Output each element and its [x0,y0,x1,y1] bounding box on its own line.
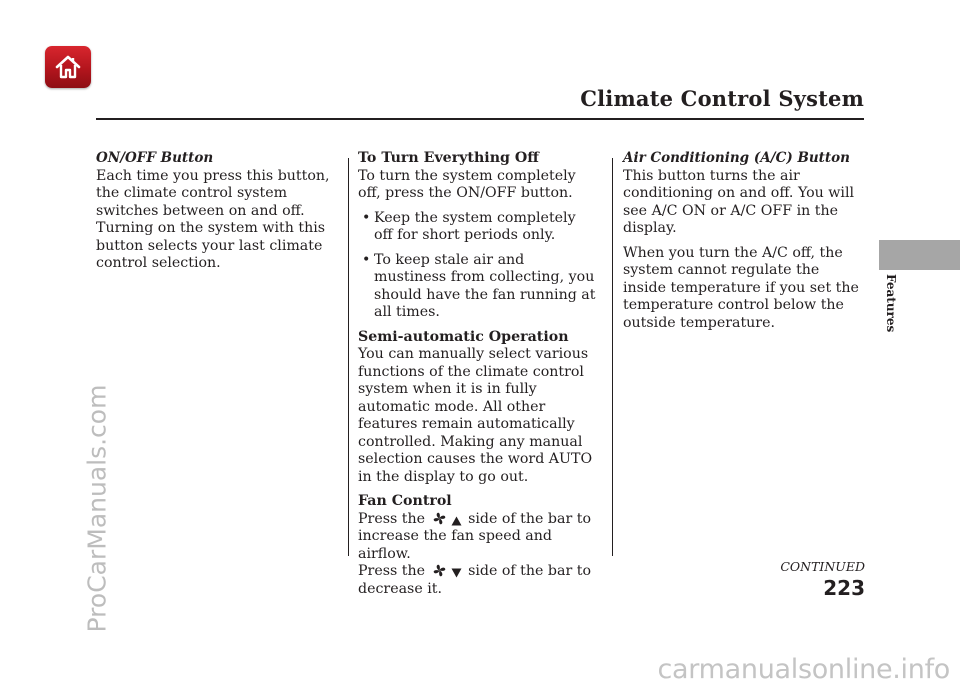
side-watermark-text: ProCarManuals.com [82,384,112,633]
bullet-item: • To keep stale air and mustiness from collecting, you should have the fan running at all times. [358,252,598,322]
bullet-item: • Keep the system completely off for short periods only. [358,210,598,245]
continued-label: CONTINUED [780,559,865,574]
fan-icon [432,563,447,578]
page-title: Climate Control System [580,86,864,111]
left-column [96,150,336,280]
bottom-watermark: carmanualsonline.info [657,654,950,685]
triangle-down-icon [451,568,462,578]
section-tab-label: Features [884,274,898,333]
page-number: 223 [823,576,865,600]
turn-off-bullets [358,210,598,322]
turn-off-heading: To Turn Everything Off [358,150,539,166]
turn-off-text: To turn the system completely off, press the ON/OFF button. [358,167,576,201]
column-divider [612,158,613,556]
middle-column [358,150,598,598]
side-watermark [82,384,112,633]
on-off-heading: ON/OFF Button [96,150,214,166]
fan-down-suffix: side of the bar to decrease it. [358,563,591,597]
home-button[interactable] [45,46,91,88]
ac-text-1: This button turns the air conditioning on and off. You will see A/C ON or A/C OFF in the display. [623,167,855,236]
triangle-up-icon [451,516,462,526]
fan-up-prefix: Press the [358,510,426,527]
fan-down-prefix: Press the [358,563,426,579]
on-off-text: Each time you press this button, the climate control system switches between on and off. Turning on the system with this button selects your last climate control selection. [96,167,330,271]
header-rule [96,118,864,120]
fan-up-suffix: side of the bar to increase the fan speed and airflow. [358,510,591,562]
fan-icon [432,511,447,526]
section-tab[interactable] [879,240,960,270]
fan-control-heading: Fan Control [358,493,452,509]
home-icon [54,53,82,81]
ac-heading: Air Conditioning (A/C) Button [623,150,850,166]
semi-auto-text: You can manually select various functions of the climate control system when it is in fully automatic mode. All other features remain automatically controlled. Making any manual selection causes the word AUTO in the display to go out. [358,346,593,485]
ac-text-2: When you turn the A/C off, the system cannot regulate the inside temperature if you set the temperature control below the outside temperature. [623,244,859,331]
right-column [623,150,863,339]
column-divider [348,158,349,556]
semi-auto-heading: Semi-automatic Operation [358,328,569,345]
